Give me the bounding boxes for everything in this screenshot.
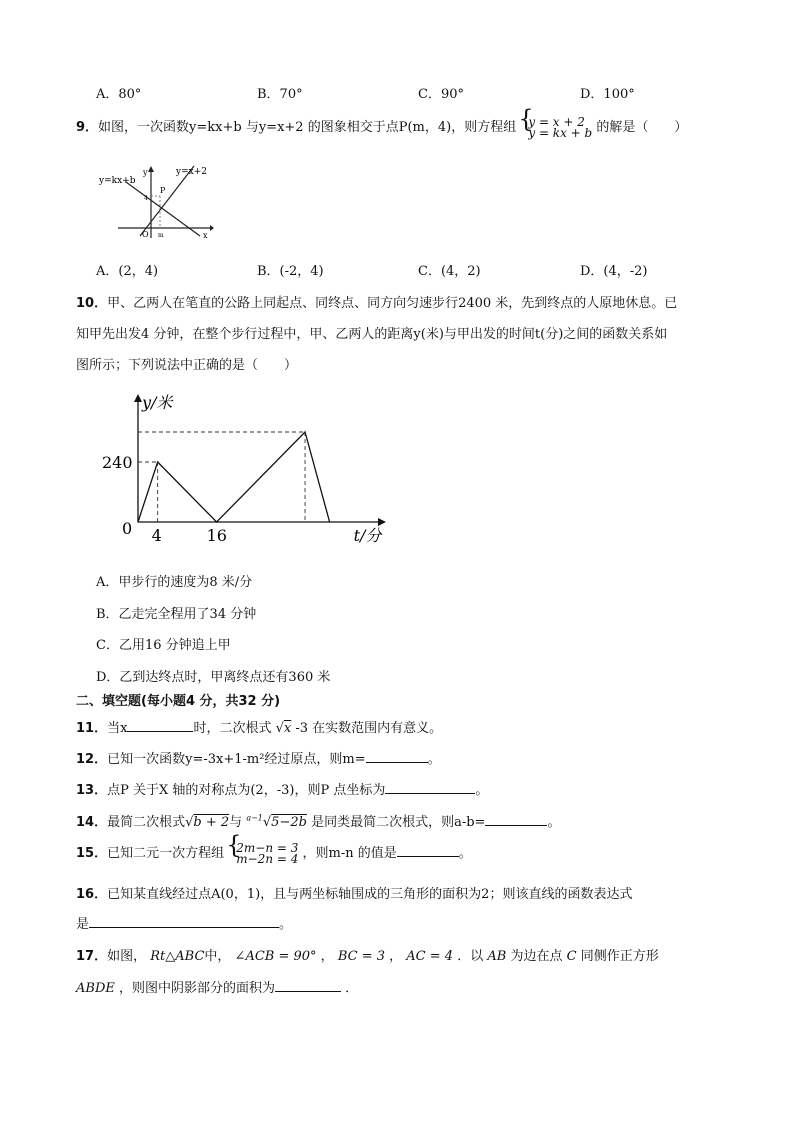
q10-chart-layer — [102, 393, 386, 545]
q9-equation-system — [520, 114, 593, 140]
q13-answer-blank[interactable] — [385, 781, 475, 794]
q16-text-b: 是 — [76, 917, 90, 932]
q17-line2 — [76, 977, 358, 996]
q17-text-o: ，则图中阴影部分的面积为 — [119, 981, 276, 996]
q17-text-m: 同侧作正方形 — [580, 949, 659, 964]
q16-line1 — [76, 883, 632, 902]
q9-y-arrow — [148, 166, 154, 172]
q9-option-c: C．(4，2) — [418, 264, 481, 279]
q14-number: 14． — [76, 815, 108, 830]
q9-number: 9． — [76, 120, 99, 135]
q13 — [76, 779, 488, 798]
q10-number: 10． — [76, 296, 108, 311]
q13-text-b: 。 — [475, 783, 489, 798]
x-tick-label-1: 4 — [151, 526, 162, 545]
q17-comma-2: ， — [389, 949, 403, 964]
q9-stem-text-b: 的解是（ ） — [596, 120, 688, 135]
q17-square: ABDE — [76, 981, 115, 996]
q9-option-d: D．(4，-2) — [580, 264, 648, 279]
q9-label-y: y — [143, 168, 148, 177]
q8-option-d: D．100° — [580, 87, 635, 102]
x-axis-arrow — [378, 518, 386, 526]
x-tick-label-2: 16 — [206, 526, 227, 545]
q16-answer-blank[interactable] — [89, 915, 279, 928]
q14-radicand-1: b + 2 — [193, 815, 230, 830]
q14-root-index: a−1 — [246, 813, 263, 823]
q13-text-a: 点P 关于X 轴的对称点为(2，-3)，则P 点坐标为 — [107, 783, 386, 798]
y-tick-label-240: 240 — [102, 453, 133, 472]
q16-line2 — [76, 913, 292, 932]
q11-number: 11． — [76, 721, 108, 736]
q10-option-b: B．乙走完全程用了34 分钟 — [96, 607, 257, 622]
q9-figure — [96, 160, 214, 240]
q11-text-b: 时，二次根式 — [193, 721, 272, 736]
data-point-0 — [137, 521, 138, 522]
y-axis-arrow — [134, 394, 142, 402]
q16-number: 16． — [76, 887, 108, 902]
q11-answer-blank[interactable] — [127, 719, 193, 732]
q17-ac: AC = 4 — [406, 949, 454, 964]
q17-triangle: Rt△ABC — [150, 949, 205, 964]
q12-text-a: 已知一次函数y=-3x+1-m²经过原点，则m= — [107, 752, 366, 767]
q17-point-c: C — [566, 949, 577, 964]
q9-x-arrow — [210, 225, 214, 231]
q11 — [76, 717, 442, 736]
q15-text-b: ，则m-n 的值是 — [302, 846, 397, 861]
q10-line3: 图所示；下列说法中正确的是（ ） — [76, 358, 298, 373]
q12-answer-blank[interactable] — [366, 750, 428, 763]
q8-option-a: A．80° — [96, 87, 142, 102]
q17-number: 17． — [76, 949, 108, 964]
q17-ab: AB — [487, 949, 507, 964]
q9-option-b: B．(-2，4) — [257, 264, 324, 279]
q15-number: 15． — [76, 846, 108, 861]
q15-eq2: m−2n = 4 — [236, 851, 299, 866]
q9-label-x2: y=x+2 — [176, 167, 207, 177]
q14 — [76, 811, 560, 830]
x-tick-label-0: 0 — [122, 519, 133, 538]
q10-text-1: 甲、乙两人在笔直的公路上同起点、同终点、同方向匀速步行2400 米，先到终点的人原地休息。已 — [107, 296, 678, 311]
q17-comma-1: ， — [320, 949, 334, 964]
q9-label-x: x — [203, 231, 208, 240]
q14-text-c: 是同类最简二次根式，则a-b= — [311, 815, 486, 830]
q9-eq2: y = kx + b — [528, 125, 593, 140]
q9-option-a: A．(2，4) — [96, 264, 159, 279]
q9-label-o: O — [142, 230, 149, 239]
q17-angle: ∠ACB = 90° — [234, 949, 317, 964]
q15 — [76, 842, 472, 865]
q17-answer-blank[interactable] — [275, 979, 341, 992]
q10-line1 — [76, 292, 677, 311]
q10-option-a: A．甲步行的速度为8 米/分 — [96, 575, 253, 590]
q11-radical: √x — [275, 721, 292, 736]
q15-eq1: { 2m−n = 3 — [236, 840, 299, 855]
q9-stem — [76, 116, 687, 139]
q17-text-k: 为边在点 — [510, 949, 563, 964]
q9-label-kxb: y=kx+b — [99, 176, 136, 186]
q15-text-a: 已知二元一次方程组 — [107, 846, 225, 861]
q9-label-p: P — [160, 186, 166, 195]
q13-number: 13． — [76, 783, 108, 798]
q16-text-a: 已知某直线经过点A(0，1)，且与两坐标轴围成的三角形的面积为2；则该直线的函数表达式 — [107, 887, 633, 902]
q8-option-b: B．70° — [257, 87, 303, 102]
q15-answer-blank[interactable] — [397, 844, 459, 857]
q12 — [76, 748, 441, 767]
q17-bc: BC = 3 — [337, 949, 385, 964]
q17-text-i: ．以 — [457, 949, 484, 964]
q10-option-c: C．乙用16 分钟追上甲 — [96, 638, 231, 653]
q14-text-b: 与 — [229, 815, 243, 830]
q10-line2: 知甲先出发4 分钟，在整个步行过程中，甲、乙两人的距离y(米)与甲出发的时间t(分)之间的函数关系如 — [76, 327, 668, 342]
q9-eq1: { y = x + 2 — [528, 114, 585, 129]
q9-label-m: m — [158, 232, 164, 239]
data-point-4 — [329, 521, 330, 522]
q11-radicand: x — [283, 721, 292, 736]
q9-label-4: 4 — [144, 195, 148, 202]
q17-text-p: ． — [345, 981, 359, 996]
data-point-2 — [216, 521, 217, 522]
q14-text-d: 。 — [547, 815, 561, 830]
q10-option-d: D．乙到达终点时，甲离终点还有360 米 — [96, 670, 331, 685]
q12-text-b: 。 — [427, 752, 441, 767]
q11-text-c: -3 在实数范围内有意义。 — [295, 721, 443, 736]
q14-radicand-2: 5−2b — [271, 815, 307, 830]
q12-number: 12． — [76, 752, 108, 767]
q17-text-c: 中， — [204, 949, 231, 964]
q14-text-a: 最简二次根式 — [107, 815, 186, 830]
q17-text-a: 如图， — [107, 949, 147, 964]
q9-stem-text-a: 如图，一次函数y=kx+b 与y=x+2 的图象相交于点P(m，4)，则方程组 — [98, 120, 517, 135]
q11-text-a: 当x — [107, 721, 128, 736]
q10-chart — [96, 388, 396, 550]
q14-radical-2: $^{a-1}$√5−2b — [246, 813, 307, 830]
q16-text-c: 。 — [279, 917, 293, 932]
y-axis-label: y/米 — [142, 393, 173, 412]
x-axis-label: t/分 — [353, 526, 382, 545]
q15-equation-system — [228, 840, 299, 866]
q14-answer-blank[interactable] — [485, 813, 547, 826]
section-2-title: 二、填空题(每小题4 分，共32 分) — [76, 694, 281, 709]
series-line — [138, 432, 330, 522]
q8-option-c: C．90° — [418, 87, 464, 102]
q17-line1 — [76, 945, 659, 964]
q14-radical-1: √b + 2 — [185, 815, 230, 830]
q15-text-c: 。 — [458, 846, 472, 861]
